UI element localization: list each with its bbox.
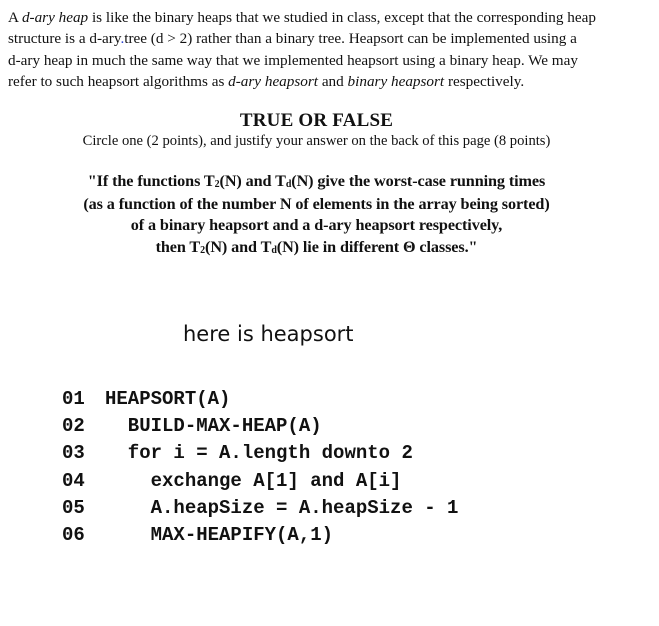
code-line xyxy=(62,495,458,522)
question-instructions: Circle one (2 points), and justify your answer on the back of this page (8 points) xyxy=(82,133,551,149)
stray-dot: . xyxy=(120,30,125,48)
statement-line-3: of a binary heapsort and a d-ary heapsort respectively, xyxy=(130,216,503,235)
code-text: HEAPSORT(A) xyxy=(105,388,231,410)
code-line xyxy=(62,440,458,467)
line-number: 05 xyxy=(62,496,85,519)
intro-line-4: refer to such heapsort algorithms as d-ary heapsort and binary heapsort respectively. xyxy=(8,72,525,90)
intro-line-2: structure is a d-ary.tree (d > 2) rather than a binary tree. Heapsort can be implemented using a xyxy=(8,30,577,48)
term-d-ary-heapsort: d-ary heapsort xyxy=(228,72,319,90)
question-title: TRUE OR FALSE xyxy=(239,110,394,131)
code-text: exchange A[1] and A[i] xyxy=(105,469,402,492)
code-line xyxy=(62,413,458,440)
question-statement xyxy=(0,171,633,260)
statement-line-1: "If the functions $T_2(N)$ and $T_d(N)$ give the worst-case running times xyxy=(87,172,546,190)
intro-line-1: A d-ary heap is like the binary heaps that we studied in class, except that the corresponding heap xyxy=(8,9,596,26)
heapsort-note: here is heapsort xyxy=(183,322,354,346)
heapsort-pseudocode xyxy=(62,386,458,549)
code-line xyxy=(62,386,458,413)
statement-line-4: then $T_2(N)$ and $T_d(N)$ lie in different Θ classes." xyxy=(155,237,478,256)
code-text: A.heapSize = A.heapSize - 1 xyxy=(105,496,459,519)
code-text: MAX-HEAPIFY(A,1) xyxy=(105,524,334,547)
term-binary-heapsort: binary heapsort xyxy=(347,72,445,90)
line-number: 04 xyxy=(62,469,85,492)
line-number: 06 xyxy=(62,524,85,547)
statement-line-2: (as a function of the number N of elements in the array being sorted) xyxy=(83,195,550,214)
code-text: for i = A.length downto 2 xyxy=(105,442,413,465)
term-d-ary-heap: d-ary heap xyxy=(21,9,89,26)
line-number: 01 xyxy=(62,388,85,410)
code-line xyxy=(62,522,458,549)
code-text: BUILD-MAX-HEAP(A) xyxy=(105,415,322,438)
line-number: 02 xyxy=(62,415,85,438)
intro-paragraph xyxy=(8,7,648,92)
line-number: 03 xyxy=(62,442,85,465)
intro-line-3: d-ary heap in much the same way that we implemented heapsort using a binary heap. We may xyxy=(8,51,578,69)
code-line xyxy=(62,468,458,495)
